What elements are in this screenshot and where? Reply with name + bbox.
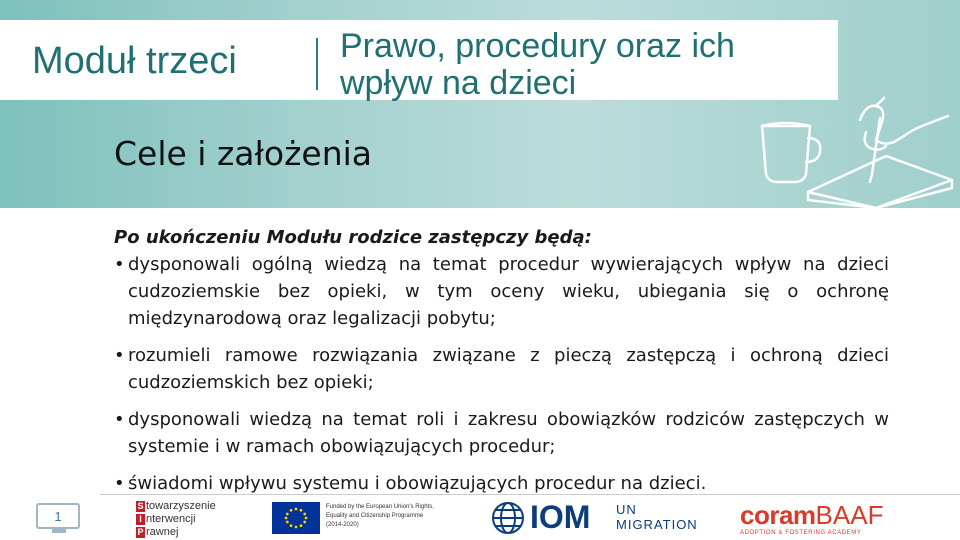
bullet-icon: • (114, 473, 125, 494)
list-item-text: dysponowali ogólną wiedzą na temat procedur wywierających wpływ na dzieci cudzoziemskie bez opieki, w tym oceny wieku, ubiegania się o ochronę międzynarodową oraz legalizacji pobytu; (128, 254, 889, 329)
iom-logo-text: IOM (530, 499, 591, 535)
notebook-icon (808, 156, 952, 208)
intro-text: Po ukończeniu Modułu rodzice zastępczy będą: (114, 227, 592, 248)
un-migration-text: UN MIGRATION (616, 502, 698, 532)
list-item (114, 251, 889, 332)
list-item (114, 342, 889, 396)
list-item-text: dysponowali wiedzą na temat roli i zakresu obowiązków rodziców zastępczych w systemie i w ramach obowiązujących procedur; (128, 409, 889, 457)
coram-baaf-logo: coramBAAF ADOPTION & FOSTERING ACADEMY (740, 500, 884, 536)
content-body (114, 224, 889, 497)
bullet-icon: • (114, 409, 125, 430)
coffee-cup-icon (762, 123, 820, 182)
eu-funding-text: Funded by the European Union's Rights, Equality and Citizenship Programme (2014-2020) (326, 504, 434, 528)
module-label: Moduł trzeci (32, 40, 237, 82)
title-divider (316, 38, 318, 90)
bullet-icon: • (114, 345, 125, 366)
page-number-text: 1 (54, 508, 62, 524)
writing-hand-illustration (690, 96, 960, 208)
list-item-text: świadomi wpływu systemu i obowiązujących procedur na dzieci. (128, 473, 707, 494)
footer-divider (100, 494, 960, 495)
writing-hand-icon (860, 98, 948, 182)
objectives-list (114, 251, 889, 497)
eu-flag-icon (272, 502, 320, 534)
sip-logo: S towarzyszenie I nterwencji P rawnej (137, 500, 216, 538)
bullet-icon: • (114, 254, 125, 275)
module-subtitle: Prawo, procedury oraz ich wpływ na dzieci (340, 27, 735, 102)
list-item-text: rozumieli ramowe rozwiązania związane z pieczą zastępczą i ochroną dzieci cudzoziemskich bez opieki; (128, 345, 889, 393)
page-number (36, 503, 80, 529)
section-title: Cele i założenia (114, 134, 373, 173)
list-item (114, 470, 889, 497)
list-item (114, 406, 889, 460)
